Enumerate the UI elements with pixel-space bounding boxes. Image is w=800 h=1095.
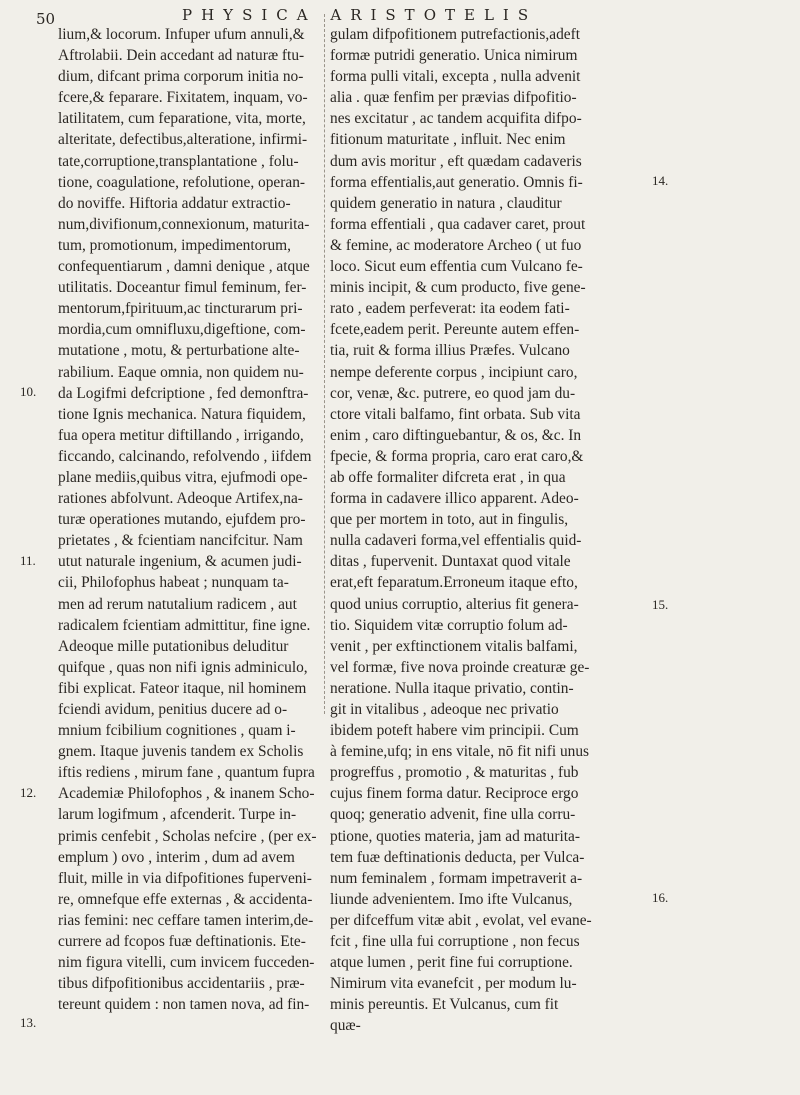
text-line: do noviffe. Hiftoria addatur extractio- <box>58 194 291 212</box>
text-line: fcere,& feparare. Fixitatem, inquam, vo- <box>58 89 308 107</box>
text-line: confequentiarum , damni denique , atque <box>58 258 310 276</box>
text-line: tum, promotionum, impedimentorum, <box>58 236 291 254</box>
text-line: dium, difcant prima corporum initia no- <box>58 68 304 86</box>
text-line: progreffus , promotio , & maturitas , fub <box>330 764 579 782</box>
text-line: ctore vitali balfamo, fint orbata. Sub vita <box>330 405 581 423</box>
text-line: minis pereuntis. Et Vulcanus, cum fit <box>330 996 559 1014</box>
text-line: fua opera metitur diftillando , irrigando, <box>58 426 304 444</box>
text-line: cujus finem forma datur. Reciproce ergo <box>330 785 579 803</box>
text-line: Adeoque mille putationibus deluditur <box>58 637 289 655</box>
text-line: mnium fcibilium cognitiones , quam i- <box>58 722 296 740</box>
text-line: rationes abfolvunt. Adeoque Artifex,na- <box>58 490 303 508</box>
text-line: lium,& locorum. Infuper ufum annuli,& <box>58 26 305 43</box>
right-text-column <box>330 24 648 1037</box>
text-line: alteritate, defectibus,alteratione, infirmi- <box>58 131 308 149</box>
margin-number: 14. <box>652 173 669 188</box>
text-line: currere ad fcopos fuæ deftinationis. Ete- <box>58 933 306 951</box>
text-line: liunde advenientem. Imo ifte Vulcanus, <box>330 890 573 908</box>
text-line: rabilium. Eaque omnia, non quidem nu- <box>58 363 304 381</box>
text-line: quæ- <box>330 1017 361 1035</box>
text-line: nulla cadaveri forma,vel effentialis quid- <box>330 532 582 550</box>
text-line: à femine,ufq; in ens vitale, nō fit nifi unus <box>330 743 590 761</box>
text-line: neratione. Nulla itaque privatio, contin- <box>330 679 574 697</box>
text-line: formæ putridi generatio. Unica nimirum <box>330 47 578 65</box>
column-divider <box>324 14 325 714</box>
left-text-column <box>58 24 320 1015</box>
margin-number: 11. <box>20 553 36 568</box>
text-line: radicalem fcientiam admittitur, fine igne. <box>58 616 311 634</box>
margin-number: 13. <box>20 1015 37 1030</box>
text-line: fpecie, & forma propria, caro erat caro,& <box>330 447 584 465</box>
text-line: tem fuæ deftinationis deducta, per Vulca- <box>330 848 585 866</box>
text-line: quod unius corruptio, alterius fit genera- <box>330 595 579 613</box>
text-line: ditas , fupervenit. Duntaxat quod vitale <box>330 553 571 571</box>
text-line: tia, ruit & forma illius Præfes. Vulcano <box>330 342 570 360</box>
text-line: fciendi avidum, penitius ducere ad o- <box>58 701 288 718</box>
text-line: nempe deferente corpus , incipiunt caro, <box>330 363 578 381</box>
text-line: fitionum maturitate , influit. Nec enim <box>330 131 566 149</box>
text-line: fcit , fine ulla fui corruptione , non fecus <box>330 933 580 951</box>
margin-number: 12. <box>20 785 37 800</box>
text-line: ibidem poteft habere vim principii. Cum <box>330 722 579 740</box>
text-line: quifque , quas non nifi ignis adminiculo, <box>58 658 308 676</box>
text-line: forma effentialis,aut generatio. Omnis fi- <box>330 173 583 191</box>
text-line: turæ operationes mutando, ejufdem pro- <box>58 511 306 529</box>
text-line: nim figura vitelli, cum invicem fucceden- <box>58 954 315 972</box>
text-line: dum avis moritur , eft quædam cadaveris <box>330 152 582 170</box>
text-line: utut naturale ingenium, & acumen judi- <box>58 553 302 571</box>
text-line: ptione, quoties materia, jam ad maturita- <box>330 827 581 845</box>
text-line: venit , per exftinctionem vitalis balfami, <box>330 637 578 655</box>
text-line: forma pulli vitali, excepta , nulla advenit <box>330 68 581 86</box>
text-line: gulam difpofitionem putrefactionis,adeft <box>330 26 581 43</box>
text-line: mordia,cum omnifluxu,digeftione, com- <box>58 321 306 339</box>
text-line: erat,eft feparatum.Erroneum itaque efto, <box>330 574 578 592</box>
text-line: tione Ignis mechanica. Natura fiquidem, <box>58 405 306 423</box>
text-line: Academiæ Philofophos , & inanem Scho- <box>58 785 315 803</box>
text-line: gnem. Itaque juvenis tandem ex Scholis <box>58 743 304 761</box>
text-line: forma effentiali , qua cadaver caret, prout <box>330 215 586 233</box>
text-line: re, omnefque effe externas , & accidenta- <box>58 890 313 908</box>
text-line: num,divifionum,connexionum, maturita- <box>58 215 310 233</box>
text-line: mutatione , motu, & perturbatione alte- <box>58 342 300 360</box>
text-line: fibi explicat. Fateor itaque, nil hominem <box>58 679 307 697</box>
text-line: Nimirum vita evanefcit , per modum lu- <box>330 975 577 993</box>
text-line: plane mediis,quibus vitra, ejufmodi ope- <box>58 468 308 486</box>
text-line: que per mortem in toto, aut in fingulis, <box>330 511 569 529</box>
text-line: iftis rediens , mirum fane , quantum fupra <box>58 764 315 782</box>
text-line: ab offe formaliter difcreta erat , in qua <box>330 468 566 486</box>
text-line: tibus difpofitionibus accidentariis , præ- <box>58 975 305 993</box>
text-line: atque lumen , perit fine fui corruptione. <box>330 954 573 972</box>
text-line: latilitatem, cum feparatione, vita, morte, <box>58 110 306 128</box>
text-line: tereunt quidem : non tamen nova, ad fin- <box>58 996 310 1014</box>
text-line: alia . quæ fenfim per prævias difpofitio- <box>330 89 577 107</box>
running-title: PHYSICA ARISTOTELIS <box>182 6 538 24</box>
text-line: da Logifmi defcriptione , fed demonftra- <box>58 384 309 402</box>
text-line: rato , eadem perfeverat: ita eodem fati- <box>330 300 570 318</box>
margin-number: 15. <box>652 597 669 612</box>
text-line: & femine, ac moderatore Archeo ( ut fuo <box>330 236 582 254</box>
text-line: Aftrolabii. Dein accedant ad naturæ ftu- <box>58 47 305 65</box>
text-line: primis cenfebit , Scholas nefcire , (per ex- <box>58 827 317 845</box>
text-line: num feminalem , formam impetraverit a- <box>330 869 583 887</box>
text-line: per difceffum vitæ abit , evolat, vel evane- <box>330 911 592 929</box>
text-line: ficcando, calcinando, refolvendo , iifdem <box>58 447 312 465</box>
text-line: men ad rerum natutalium radicem , aut <box>58 595 297 613</box>
text-line: fcete,eadem perit. Pereunte autem effen- <box>330 321 580 339</box>
text-line: fluit, mille in via difpofitiones fuperveni- <box>58 869 312 887</box>
text-line: tate,corruptione,transplantatione , folu- <box>58 152 299 170</box>
margin-number: 10. <box>20 384 37 399</box>
text-line: enim , caro diftinguebantur, & os, &c. In <box>330 426 582 444</box>
text-line: utilitatis. Doceantur fimul feminum, fer- <box>58 279 307 297</box>
text-line: larum logifmum , afcenderit. Turpe in- <box>58 806 297 824</box>
text-line: prietates , & fcientiam nancifcitur. Nam <box>58 532 303 550</box>
text-line: vel formæ, five nova proinde creaturæ ge- <box>330 658 590 676</box>
text-line: mentorum,fpirituum,ac tincturarum pri- <box>58 300 303 318</box>
text-line: cii, Philofophus habeat ; nunquam ta- <box>58 574 289 592</box>
text-line: tione, coagulatione, refolutione, operan- <box>58 173 306 191</box>
text-line: quoq; generatio advenit, fine ulla corru- <box>330 806 576 824</box>
text-line: nes excitatur , ac tandem acquifita difpo- <box>330 110 582 128</box>
text-line: minis incipit, & cum producto, five gene- <box>330 279 586 297</box>
text-line: cor, venæ, &c. putrere, eo quod jam du- <box>330 384 576 402</box>
text-line: quidem generatio in natura , clauditur <box>330 194 562 212</box>
text-line: rias femini: nec ceffare tamen interim,de- <box>58 911 314 929</box>
text-line: emplum ) ovo , interim , dum ad avem <box>58 848 295 866</box>
text-line: loco. Sicut eum effentia cum Vulcano fe- <box>330 258 583 276</box>
text-line: git in vitalibus , adeoque nec privatio <box>330 701 559 718</box>
text-line: tio. Siquidem vitæ corruptio folum ad- <box>330 616 568 634</box>
text-line: forma in cadavere illico apparent. Adeo- <box>330 490 579 508</box>
page-number: 50 <box>36 10 56 28</box>
margin-number: 16. <box>652 890 669 905</box>
